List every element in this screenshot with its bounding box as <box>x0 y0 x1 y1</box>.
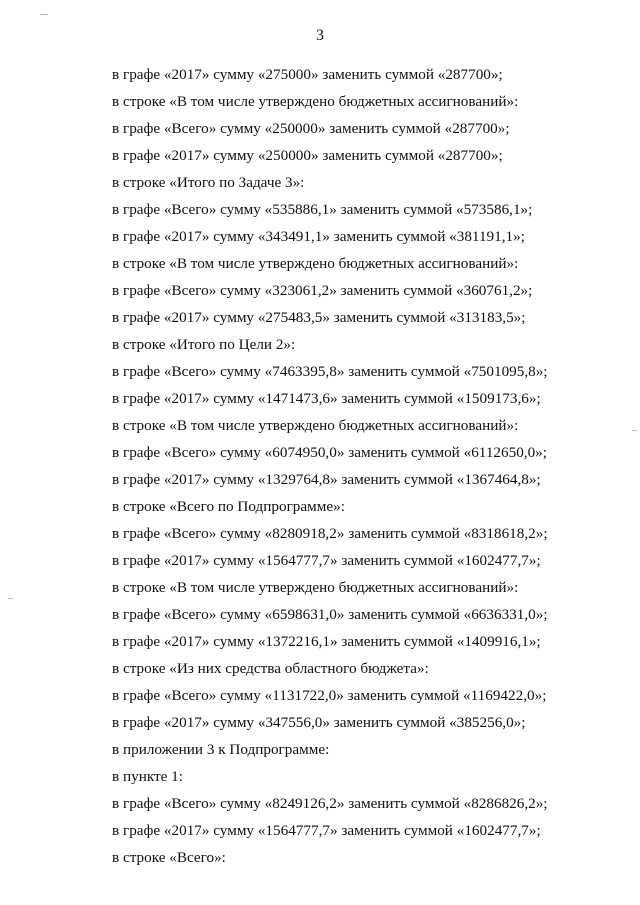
document-line: в пункте 1: <box>112 768 183 785</box>
document-line: в графе «2017» сумму «250000» заменить суммой «287700»; <box>112 147 503 164</box>
document-line: в графе «Всего» сумму «6598631,0» заменить суммой «6636331,0»; <box>112 606 548 623</box>
document-line: в строке «В том числе утверждено бюджетных ассигнований»: <box>112 417 519 434</box>
document-line: в графе «Всего» сумму «535886,1» заменить суммой «573586,1»; <box>112 201 533 218</box>
document-line: в графе «Всего» сумму «1131722,0» заменить суммой «1169422,0»; <box>112 687 547 704</box>
document-line: в графе «Всего» сумму «8249126,2» заменить суммой «8286826,2»; <box>112 795 548 812</box>
document-line: в графе «2017» сумму «1564777,7» заменить суммой «1602477,7»; <box>112 822 541 839</box>
document-line: в строке «Итого по Цели 2»: <box>112 336 296 353</box>
document-line: в строке «В том числе утверждено бюджетных ассигнований»: <box>112 579 519 596</box>
document-line: в графе «2017» сумму «275000» заменить суммой «287700»; <box>112 66 503 83</box>
document-line: в графе «2017» сумму «343491,1» заменить суммой «381191,1»; <box>112 228 525 245</box>
document-line: в графе «2017» сумму «1471473,6» заменить суммой «1509173,6»; <box>112 390 541 407</box>
document-line: в графе «2017» сумму «1372216,1» заменить суммой «1409916,1»; <box>112 633 541 650</box>
document-line: в приложении 3 к Подпрограмме: <box>112 741 330 758</box>
document-line: в графе «2017» сумму «275483,5» заменить суммой «313183,5»; <box>112 309 526 326</box>
document-line: в строке «Из них средства областного бюджета»: <box>112 660 429 677</box>
scan-mark-left <box>8 598 13 599</box>
document-body <box>112 63 612 873</box>
document-line: в строке «В том числе утверждено бюджетных ассигнований»: <box>112 255 519 272</box>
document-line: в строке «Итого по Задаче 3»: <box>112 174 305 191</box>
document-line: в графе «Всего» сумму «6074950,0» заменить суммой «6112650,0»; <box>112 444 547 461</box>
scan-mark-top-left <box>40 14 48 15</box>
document-line: в графе «Всего» сумму «323061,2» заменить суммой «360761,2»; <box>112 282 533 299</box>
document-line: в строке «Всего»: <box>112 849 226 866</box>
document-line: в графе «Всего» сумму «250000» заменить суммой «287700»; <box>112 120 510 137</box>
document-line: в графе «Всего» сумму «7463395,8» заменить суммой «7501095,8»; <box>112 363 548 380</box>
document-line: в строке «Всего по Подпрограмме»: <box>112 498 345 515</box>
document-line: в графе «Всего» сумму «8280918,2» заменить суммой «8318618,2»; <box>112 525 548 542</box>
document-line: в строке «В том числе утверждено бюджетных ассигнований»: <box>112 93 519 110</box>
document-line: в графе «2017» сумму «1564777,7» заменить суммой «1602477,7»; <box>112 552 541 569</box>
scan-mark-right <box>632 430 637 431</box>
document-line: в графе «2017» сумму «1329764,8» заменить суммой «1367464,8»; <box>112 471 541 488</box>
document-line: в графе «2017» сумму «347556,0» заменить суммой «385256,0»; <box>112 714 526 731</box>
page-number: 3 <box>316 27 324 44</box>
